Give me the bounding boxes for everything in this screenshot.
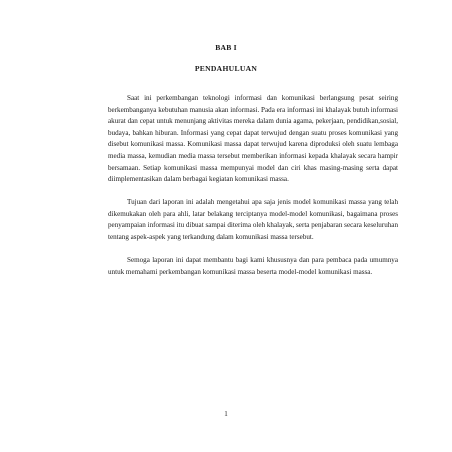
paragraph-3: Semoga laporan ini dapat membantu bagi kami khususnya dan para pembaca pada umumnya untuk memahami perkembangan komunikasi massa beserta model-model komunikasi massa. <box>108 256 398 276</box>
document-body <box>108 93 398 290</box>
paragraph-2: Tujuan dari laporan ini adalah mengetahui apa saja jenis model komunikasi massa yang telah dikemukakan oleh para ahli, latar belakang terciptanya model-model komunikasi, bagaimana proses penyampaian informasi itu dibuat sampai diterima oleh khalayak, serta penjabaran secara keseluruhan tentang aspek-aspek yang terkandung dalam komunikasi massa tersebut. <box>108 198 398 242</box>
chapter-heading: BAB I <box>215 43 237 52</box>
page-number: 1 <box>224 410 228 418</box>
chapter-title: PENDAHULUAN <box>194 64 258 73</box>
paragraph-1: Saat ini perkembangan teknologi informasi dan komunikasi berlangsung pesat seiring berkembanganya kebutuhan manusia akan informasi. Pada era informasi ini khalayak butuh informasi akurat dan cepat untuk menunjang aktivitas mereka dalam dunia agama, pekerjaan, pendidikan,sosial, budaya, bahkan hiburan. Informasi yang cepat dapat terwujud dengan suatu proses komunikasi yang disebut komunikasi massa. Komunikasi massa dapat terwujud karena diproduksi oleh suatu lembaga media massa, kemudian media massa tersebut memberikan informasi kepada khalayak secara hampir bersamaan. Setiap komunikasi massa mempunyai model dan ciri khas masing-masing serta dapat diimplementasikan dalam berbagai kegiatan komunikasi massa. <box>108 94 398 184</box>
